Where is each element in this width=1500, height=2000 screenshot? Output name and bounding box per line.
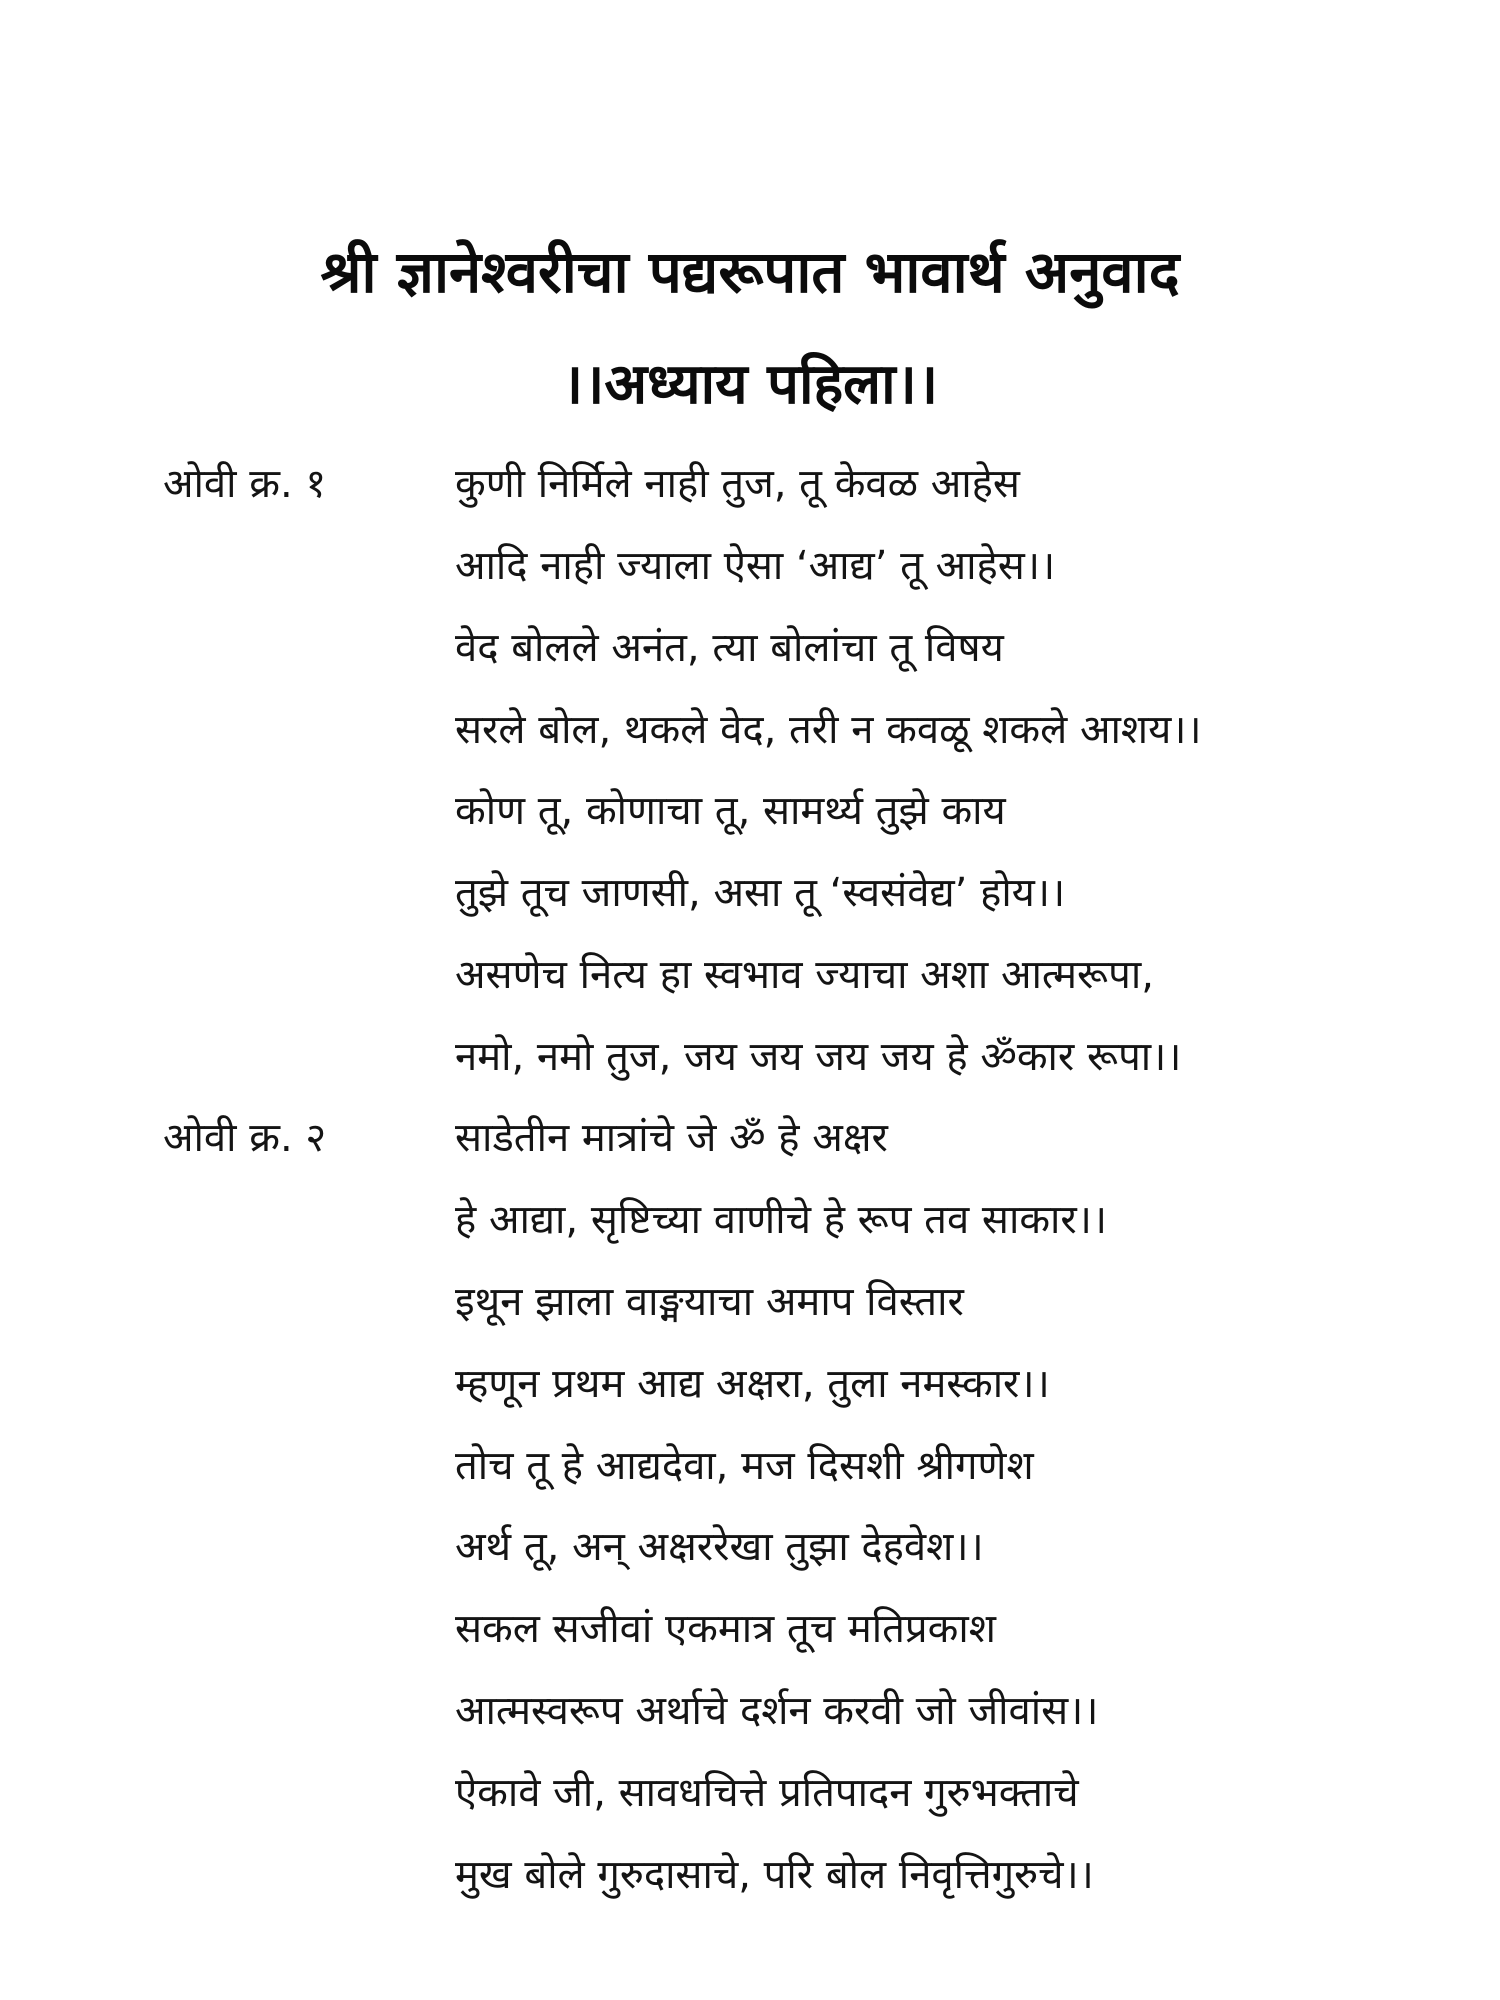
verse-line: हे आद्या, सृष्टिच्या वाणीचे हे रूप तव साकार।। <box>455 1197 1108 1243</box>
chapter-heading: ।।अध्याय पहिला।। <box>561 352 939 417</box>
verse-line: साडेतीन मात्रांचे जे ॐ हे अक्षर <box>455 1115 888 1161</box>
verse-line: तोच तू हे आद्यदेवा, मज दिसशी श्रीगणेश <box>455 1443 1034 1489</box>
verse-line: आदि नाही ज्याला ऐसा ‘आद्य’ तू आहेस।। <box>455 543 1056 589</box>
verse-line: असणेच नित्य हा स्वभाव ज्याचा अशा आत्मरूपा, <box>455 952 1154 998</box>
verse-line: सकल सजीवां एकमात्र तूच मतिप्रकाश <box>455 1606 996 1652</box>
ovi-label-2: ओवी क्र. २ <box>163 1115 327 1161</box>
verse-line: नमो, नमो तुज, जय जय जय जय हे ॐकार रूपा।। <box>455 1034 1182 1080</box>
verse-line: कोण तू, कोणाचा तू, सामर्थ्य तुझे काय <box>455 788 1006 834</box>
verse-line: आत्मस्वरूप अर्थाचे दर्शन करवी जो जीवांस।। <box>455 1688 1099 1734</box>
verse-line: इथून झाला वाङ्मयाचा अमाप विस्तार <box>455 1279 964 1325</box>
verse-line: तुझे तूच जाणसी, असा तू ‘स्वसंवेद्य’ होय।। <box>455 870 1066 916</box>
verse-line: सरले बोल, थकले वेद, तरी न कवळू शकले आशय।। <box>455 707 1202 753</box>
ovi-label-1: ओवी क्र. १ <box>163 461 327 507</box>
verse-line: वेद बोलले अनंत, त्या बोलांचा तू विषय <box>455 625 1004 671</box>
verse-line: कुणी निर्मिले नाही तुज, तू केवळ आहेस <box>455 461 1020 507</box>
verse-line: अर्थ तू, अन् अक्षररेखा तुझा देहवेश।। <box>455 1524 984 1570</box>
page-title: श्री ज्ञानेश्वरीचा पद्यरूपात भावार्थ अनुवाद <box>320 238 1180 306</box>
verse-line: मुख बोले गुरुदासाचे, परि बोल निवृत्तिगुरुचे।। <box>455 1852 1094 1898</box>
verse-line: म्हणून प्रथम आद्य अक्षरा, तुला नमस्कार।। <box>455 1361 1050 1407</box>
verse-line: ऐकावे जी, सावधचित्ते प्रतिपादन गुरुभक्ताचे <box>455 1770 1079 1816</box>
